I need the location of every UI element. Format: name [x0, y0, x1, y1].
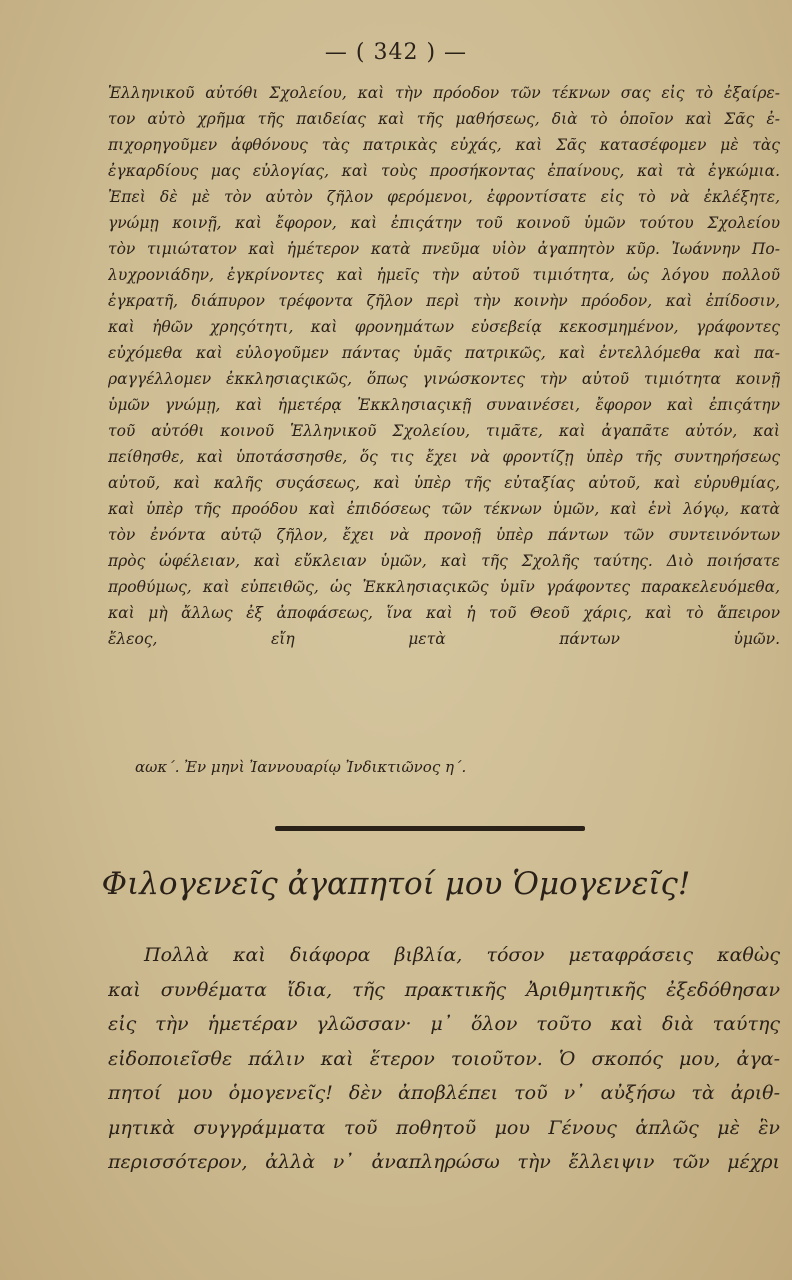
letter-paragraph — [108, 80, 780, 652]
text-line: ἐγκαρδίους μας εὐλογίας, καὶ τοὺς προσήκοντας ἐπαίνους, καὶ τὰ ἐγκώμια. — [108, 162, 780, 180]
text-line: ἔλεος, εἴη μετὰ πάντων ὑμῶν. — [108, 630, 780, 648]
text-line: περισσότερον, ἀλλὰ ν᾿ ἀναπληρώσω τὴν ἔλλειψιν τῶν μέχρι — [108, 1151, 780, 1173]
text-line: αὐτοῦ, καὶ καλῆς συςάσεως, καὶ ὑπὲρ τῆς εὐταξίας αὐτοῦ, καὶ εὐρυθμίας, — [108, 474, 780, 492]
section-heading: Φιλογενεῖς ἀγαπητοί μου Ὁμογενεῖς! — [101, 866, 691, 902]
text-line: τὸν ἐνόντα αὐτῷ ζῆλον, ἔχει νὰ προνοῇ ὑπὲρ πάντων τῶν συντεινόντων — [108, 526, 780, 544]
text-line: ὑμῶν γνώμῃ, καὶ ἡμετέρᾳ Ἐκκλησιαςικῇ συναινέσει, ἔφορον καὶ ἐπιςάτην — [108, 396, 780, 414]
text-line: προθύμως, καὶ εὐπειθῶς, ὡς Ἐκκλησιαςικῶς ὑμῖν γράφοντες παρακελευόμεθα, — [108, 578, 780, 596]
text-line: εὐχόμεθα καὶ εὐλογοῦμεν πάντας ὑμᾶς πατρικῶς, καὶ ἐντελλόμεθα καὶ πα- — [108, 344, 780, 362]
text-line: Ἑλληνικοῦ αὐτόθι Σχολείου, καὶ τὴν πρόοδον τῶν τέκνων σας εἰς τὸ ἐξαίρε- — [108, 84, 780, 102]
page-number-header: — ( 342 ) — — [324, 40, 468, 65]
text-line: πητοί μου ὁμογενεῖς! δὲν ἀποβλέπει τοῦ ν᾿ αὐξήσω τὰ ἀριθ- — [108, 1082, 780, 1104]
date-line: αωκ΄. Ἐν μηνὶ Ἰαννουαρίῳ Ἰνδικτιῶνος η΄. — [135, 758, 467, 776]
text-line: Πολλὰ καὶ διάφορα βιβλία, τόσον μεταφράσεις καθὼς — [144, 944, 780, 966]
preface-paragraph — [108, 938, 780, 1180]
text-line: πρὸς ὠφέλειαν, καὶ εὔκλειαν ὑμῶν, καὶ τῆς Σχολῆς ταύτης. Διὸ ποιήσατε — [108, 552, 780, 570]
text-line: εἰς τὴν ἡμετέραν γλῶσσαν· μ᾿ ὅλον τοῦτο καὶ διὰ ταύτης — [108, 1013, 780, 1035]
text-line: καὶ ἠθῶν χρηςότητι, καὶ φρονημάτων εὐσεβείᾳ κεκοσμημένον, γράφοντες — [108, 318, 780, 336]
text-line: τον αὐτὸ χρῆμα τῆς παιδείας καὶ τῆς μαθήσεως, διὰ τὸ ὁποῖον καὶ Σᾶς ἐ- — [108, 110, 780, 128]
text-line: λυχρονιάδην, ἐγκρίνοντες καὶ ἡμεῖς τὴν αὐτοῦ τιμιότητα, ὡς λόγου πολλοῦ — [108, 266, 780, 284]
text-line: τὸν τιμιώτατον καὶ ἡμέτερον κατὰ πνεῦμα υἱὸν ἀγαπητὸν κῦρ. Ἰωάννην Πο- — [108, 240, 780, 258]
text-line: καὶ μὴ ἄλλως ἐξ ἀποφάσεως, ἵνα καὶ ἡ τοῦ Θεοῦ χάρις, καὶ τὸ ἄπειρον — [108, 604, 780, 622]
section-divider — [275, 826, 585, 831]
text-line: γνώμῃ κοινῇ, καὶ ἔφορον, καὶ ἐπιςάτην τοῦ κοινοῦ ὑμῶν τούτου Σχολείου — [108, 214, 780, 232]
text-line: πείθησθε, καὶ ὑποτάσσησθε, ὅς τις ἔχει νὰ φροντίζῃ ὑπὲρ τῆς συντηρήσεως — [108, 448, 780, 466]
text-line: μητικὰ συγγράμματα τοῦ ποθητοῦ μου Γένους ἁπλῶς μὲ ἓν — [108, 1116, 780, 1139]
text-line: εἰδοποιεῖσθε πάλιν καὶ ἕτερον τοιοῦτον. Ὁ σκοπός μου, ἀγα- — [108, 1047, 780, 1070]
text-line: τοῦ αὐτόθι κοινοῦ Ἑλληνικοῦ Σχολείου, τιμᾶτε, καὶ ἀγαπᾶτε αὐτόν, καὶ — [108, 422, 780, 440]
text-line: ἐγκρατῆ, διάπυρον τρέφοντα ζῆλον περὶ τὴν κοινὴν πρόοδον, καὶ ἐπίδοσιν, — [108, 292, 780, 310]
text-line: καὶ ὑπὲρ τῆς προόδου καὶ ἐπιδόσεως τῶν τέκνων ὑμῶν, καὶ ἑνὶ λόγῳ, κατὰ — [108, 500, 780, 518]
text-line: Ἐπεὶ δὲ μὲ τὸν αὐτὸν ζῆλον φερόμενοι, ἐφροντίσατε εἰς τὸ νὰ ἐκλέξητε, — [108, 188, 780, 206]
text-line: πιχορηγοῦμεν ἀφθόνους τὰς πατρικὰς εὐχάς, καὶ Σᾶς κατασέφομεν μὲ τὰς — [108, 136, 780, 154]
text-line: ραγγέλλομεν ἐκκλησιαςικῶς, ὅπως γινώσκοντες τὴν αὐτοῦ τιμιότητα κοινῇ — [108, 370, 780, 388]
text-line: καὶ συνθέματα ἴδια, τῆς πρακτικῆς Ἀριθμητικῆς ἐξεδόθησαν — [108, 978, 780, 1001]
